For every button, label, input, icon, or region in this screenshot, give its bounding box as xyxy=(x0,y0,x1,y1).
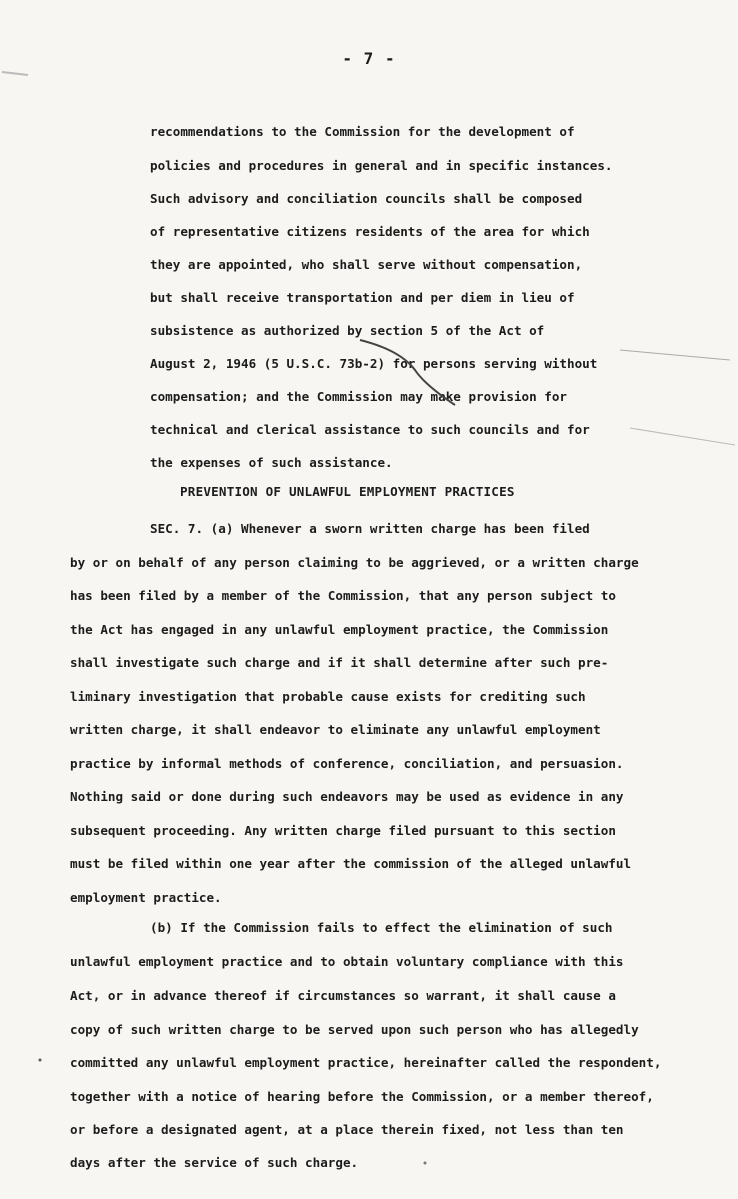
text-line: but shall receive transportation and per diem in lieu of xyxy=(150,290,575,305)
scan-edge-mark xyxy=(2,72,28,75)
text-line: compensation; and the Commission may make provision for xyxy=(150,389,568,404)
text-line: Act, or in advance thereof if circumstances so warrant, it shall cause a xyxy=(70,988,616,1003)
text-line: unlawful employment practice and to obtain voluntary compliance with this xyxy=(70,954,624,969)
text-line: subsistence as authorized by section 5 of the Act of xyxy=(150,323,545,338)
text-line: Nothing said or done during such endeavors may be used as evidence in any xyxy=(70,789,624,804)
text-line: or before a designated agent, at a place therein fixed, not less than ten xyxy=(70,1122,624,1137)
text-line: copy of such written charge to be served upon such person who has allegedly xyxy=(70,1022,639,1037)
text-line: employment practice. xyxy=(70,890,222,905)
text-line: the Act has engaged in any unlawful employment practice, the Commission xyxy=(70,622,609,637)
text-line: technical and clerical assistance to such councils and for xyxy=(150,422,590,437)
text-line: the expenses of such assistance. xyxy=(150,455,393,470)
text-line: subsequent proceeding. Any written charge filed pursuant to this section xyxy=(70,823,616,838)
text-line: committed any unlawful employment practice, hereinafter called the respondent, xyxy=(70,1055,662,1070)
section-heading: PREVENTION OF UNLAWFUL EMPLOYMENT PRACTICES xyxy=(180,484,515,499)
text-line: of representative citizens residents of the area for which xyxy=(150,224,590,239)
scan-dot xyxy=(39,1059,42,1062)
text-line: they are appointed, who shall serve without compensation, xyxy=(150,257,583,272)
text-line: written charge, it shall endeavor to eliminate any unlawful employment xyxy=(70,722,601,737)
text-line: practice by informal methods of conference, conciliation, and persuasion. xyxy=(70,756,624,771)
text-line: policies and procedures in general and in specific instances. xyxy=(150,158,613,173)
text-line: by or on behalf of any person claiming to be aggrieved, or a written charge xyxy=(70,555,639,570)
text-line: shall investigate such charge and if it shall determine after such pre- xyxy=(70,655,609,670)
text-line: together with a notice of hearing before the Commission, or a member thereof, xyxy=(70,1089,654,1104)
scan-smudge-line xyxy=(620,350,730,360)
scan-dot xyxy=(424,1162,427,1165)
text-line: days after the service of such charge. xyxy=(70,1155,359,1170)
text-line: liminary investigation that probable cause exists for crediting such xyxy=(70,689,586,704)
text-line: SEC. 7. (a) Whenever a sworn written charge has been filed xyxy=(150,521,590,536)
text-line: recommendations to the Commission for the development of xyxy=(150,124,575,139)
text-line: August 2, 1946 (5 U.S.C. 73b-2) for persons serving without xyxy=(150,356,598,371)
text-line: has been filed by a member of the Commission, that any person subject to xyxy=(70,588,616,603)
scan-smudge-line xyxy=(630,428,735,445)
text-line: Such advisory and conciliation councils shall be composed xyxy=(150,191,583,206)
text-line: must be filed within one year after the commission of the alleged unlawful xyxy=(70,856,632,871)
page-number: - 7 - xyxy=(342,49,396,68)
text-line: (b) If the Commission fails to effect the elimination of such xyxy=(150,920,613,935)
